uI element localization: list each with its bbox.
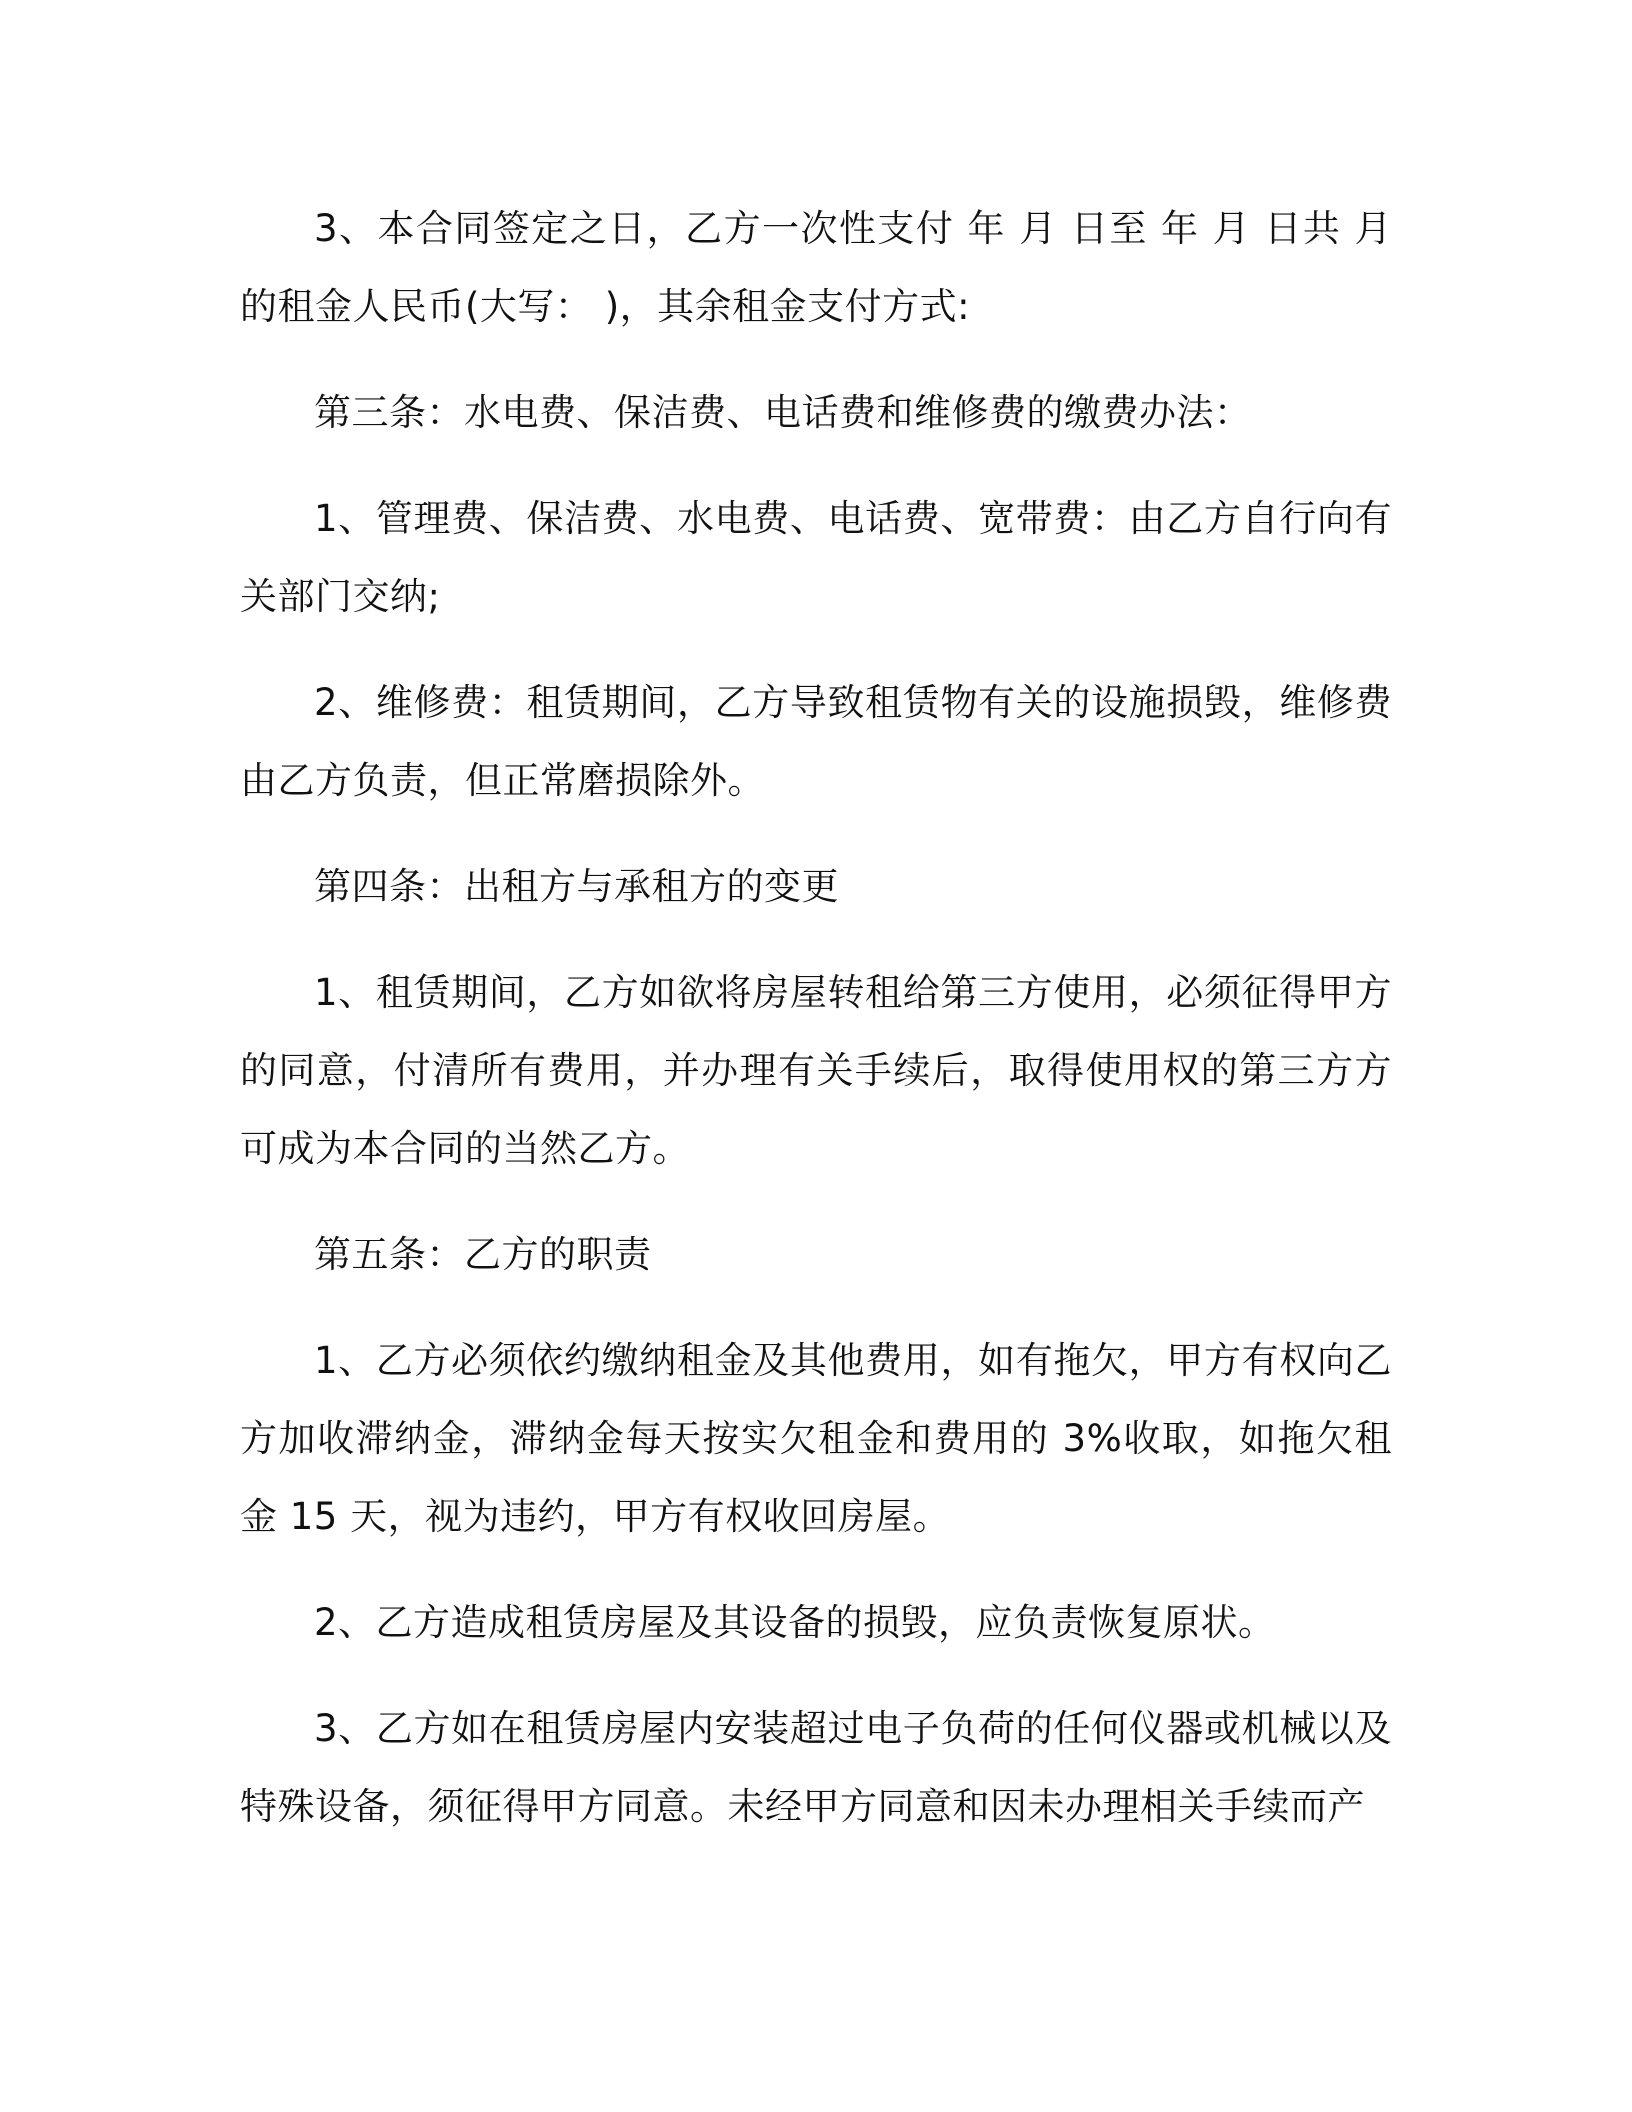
paragraph-article-4-item-1: 1、租赁期间，乙方如欲将房屋转租给第三方使用，必须征得甲方的同意，付清所有费用，并办理有关手续后，取得使用权的第三方方可成为本合同的当然乙方。 [240,971,1392,1170]
heading-article-5: 第五条：乙方的职责 [314,1233,652,1276]
heading-article-4: 第四条：出租方与承租方的变更 [314,865,839,908]
paragraph-article-3-item-2: 2、维修费：租赁期间，乙方导致租赁物有关的设施损毁，维修费由乙方负责，但正常磨损除外。 [240,681,1392,802]
heading-article-3: 第三条：水电费、保洁费、电话费和维修费的缴费办法： [314,391,1252,434]
paragraph-payment-clause: 3、本合同签定之日，乙方一次性支付 年 月 日至 年 月 日共 月的租金人民币(大写： )，其余租金支付方式: [240,207,1392,328]
paragraph-article-3-item-1: 1、管理费、保洁费、水电费、电话费、宽带费：由乙方自行向有关部门交纳; [240,497,1392,618]
paragraph-article-5-item-3: 3、乙方如在租赁房屋内安装超过电子负荷的任何仪器或机械以及特殊设备，须征得甲方同意。未经甲方同意和因未办理相关手续而产 [240,1707,1392,1828]
document-body [240,190,1392,1874]
paragraph-article-5-item-1: 1、乙方必须依约缴纳租金及其他费用，如有拖欠，甲方有权向乙方加收滞纳金，滞纳金每天按实欠租金和费用的 3%收取，如拖欠租金 15 天，视为违约，甲方有权收回房屋。 [240,1339,1392,1538]
paragraph-article-5-item-2: 2、乙方造成租赁房屋及其设备的损毁，应负责恢复原状。 [314,1601,1276,1644]
